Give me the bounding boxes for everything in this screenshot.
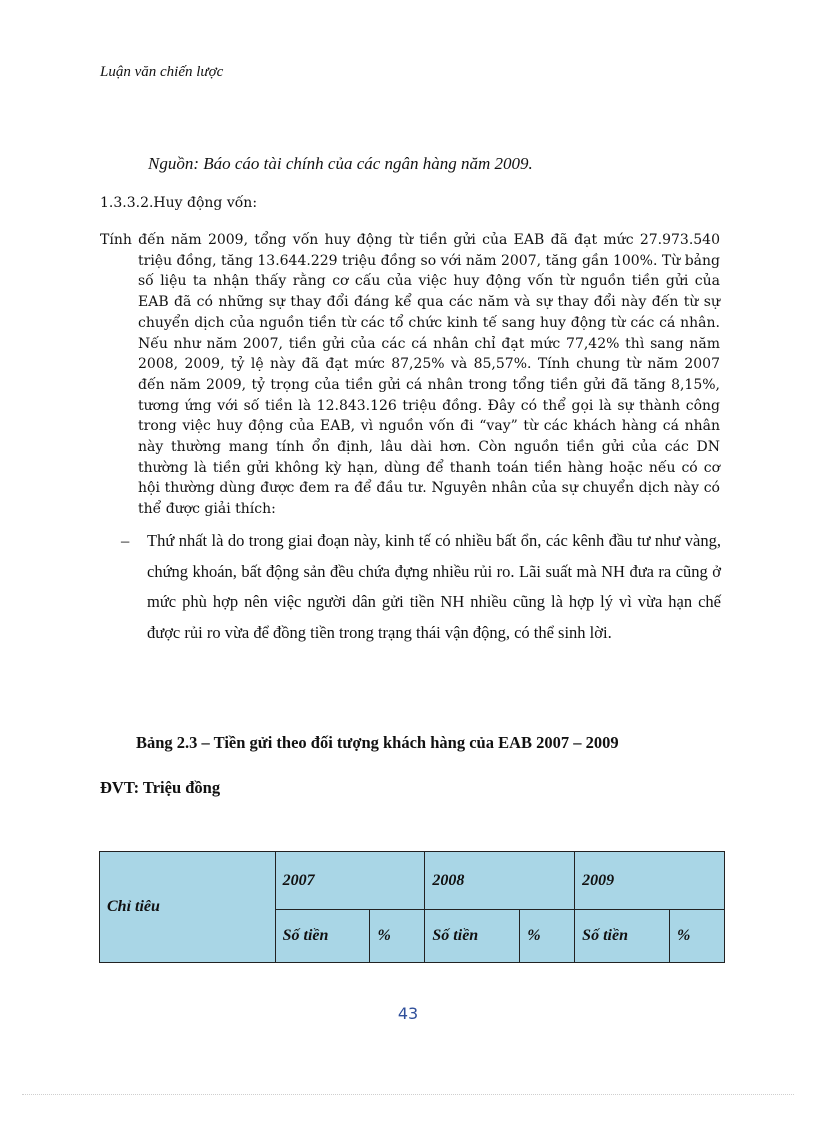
running-header: Luận văn chiến lược	[100, 64, 224, 80]
year-2009-cell: 2009	[575, 852, 725, 910]
row-header-cell: Chỉ tiêu	[100, 852, 276, 963]
source-note: Nguồn: Báo cáo tài chính của các ngân hàng năm 2009.	[148, 154, 533, 173]
year-2008-cell: 2008	[425, 852, 575, 910]
page-bottom-divider	[22, 1094, 794, 1095]
table-header-row	[100, 852, 725, 910]
amount-2008-cell: Số tiền	[425, 910, 520, 963]
amount-2009-cell: Số tiền	[575, 910, 670, 963]
percent-2009-cell: %	[670, 910, 725, 963]
amount-2007-cell: Số tiền	[275, 910, 370, 963]
section-heading: 1.3.3.2.Huy động vốn:	[100, 195, 258, 211]
deposit-table	[99, 851, 725, 963]
body-paragraph: Tính đến năm 2009, tổng vốn huy động từ tiền gửi của EAB đã đạt mức 27.973.540 triệu đồng, tăng 13.644.229 triệu đồng so với năm 2007, tăng gần 100%. Từ bảng số liệu ta nhận thấy rằng cơ cấu của việc huy động vốn từ nguồn tiền gửi của EAB đã có những sự thay đổi đáng kể qua các năm và sự thay đổi này đến từ sự chuyển dịch của nguồn tiền từ các tổ chức kinh tế sang huy động từ các cá nhân. Nếu như năm 2007, tiền gửi của các cá nhân chỉ đạt mức 77,42% thì sang năm 2008, 2009, tỷ lệ này đã đạt mức 87,25% và 85,57%. Tính chung từ năm 2007 đến năm 2009, tỷ trọng của tiền gửi cá nhân trong tổng tiền gửi đã tăng 8,15%, tương ứng với số tiền là 12.843.126 triệu đồng. Đây có thể gọi là sự thành công trong việc huy động của EAB, vì nguồn vốn đi “vay” từ các khách hàng cá nhân này thường mang tính ổn định, lâu dài hơn. Còn nguồn tiền gửi của các DN thường là tiền gửi không kỳ hạn, dùng để thanh toán tiền hàng hoặc nếu có cơ hội thường dùng được đem ra để đầu tư. Nguyên nhân của sự chuyển dịch này có thể được giải thích:	[100, 232, 720, 518]
page-number: 43	[397, 1004, 419, 1023]
unit-label: ĐVT: Triệu đồng	[100, 778, 221, 797]
year-2007-cell: 2007	[275, 852, 425, 910]
table-caption: Bảng 2.3 – Tiền gửi theo đối tượng khách hàng của EAB 2007 – 2009	[136, 733, 619, 752]
percent-2008-cell: %	[520, 910, 575, 963]
bullet-marker: –	[121, 531, 130, 550]
percent-2007-cell: %	[370, 910, 425, 963]
bullet-item	[121, 526, 721, 648]
bullet-text: Thứ nhất là do trong giai đoạn này, kinh tế có nhiều bất ổn, các kênh đầu tư như vàng, chứng khoán, bất động sản đều chứa đựng nhiều rủi ro. Lãi suất mà NH đưa ra cũng ở mức phù hợp nên việc người dân gửi tiền NH nhiều cũng là hợp lý vì vừa hạn chế được rủi ro vừa để đồng tiền trong trạng thái vận động, có thể sinh lời.	[147, 531, 721, 642]
